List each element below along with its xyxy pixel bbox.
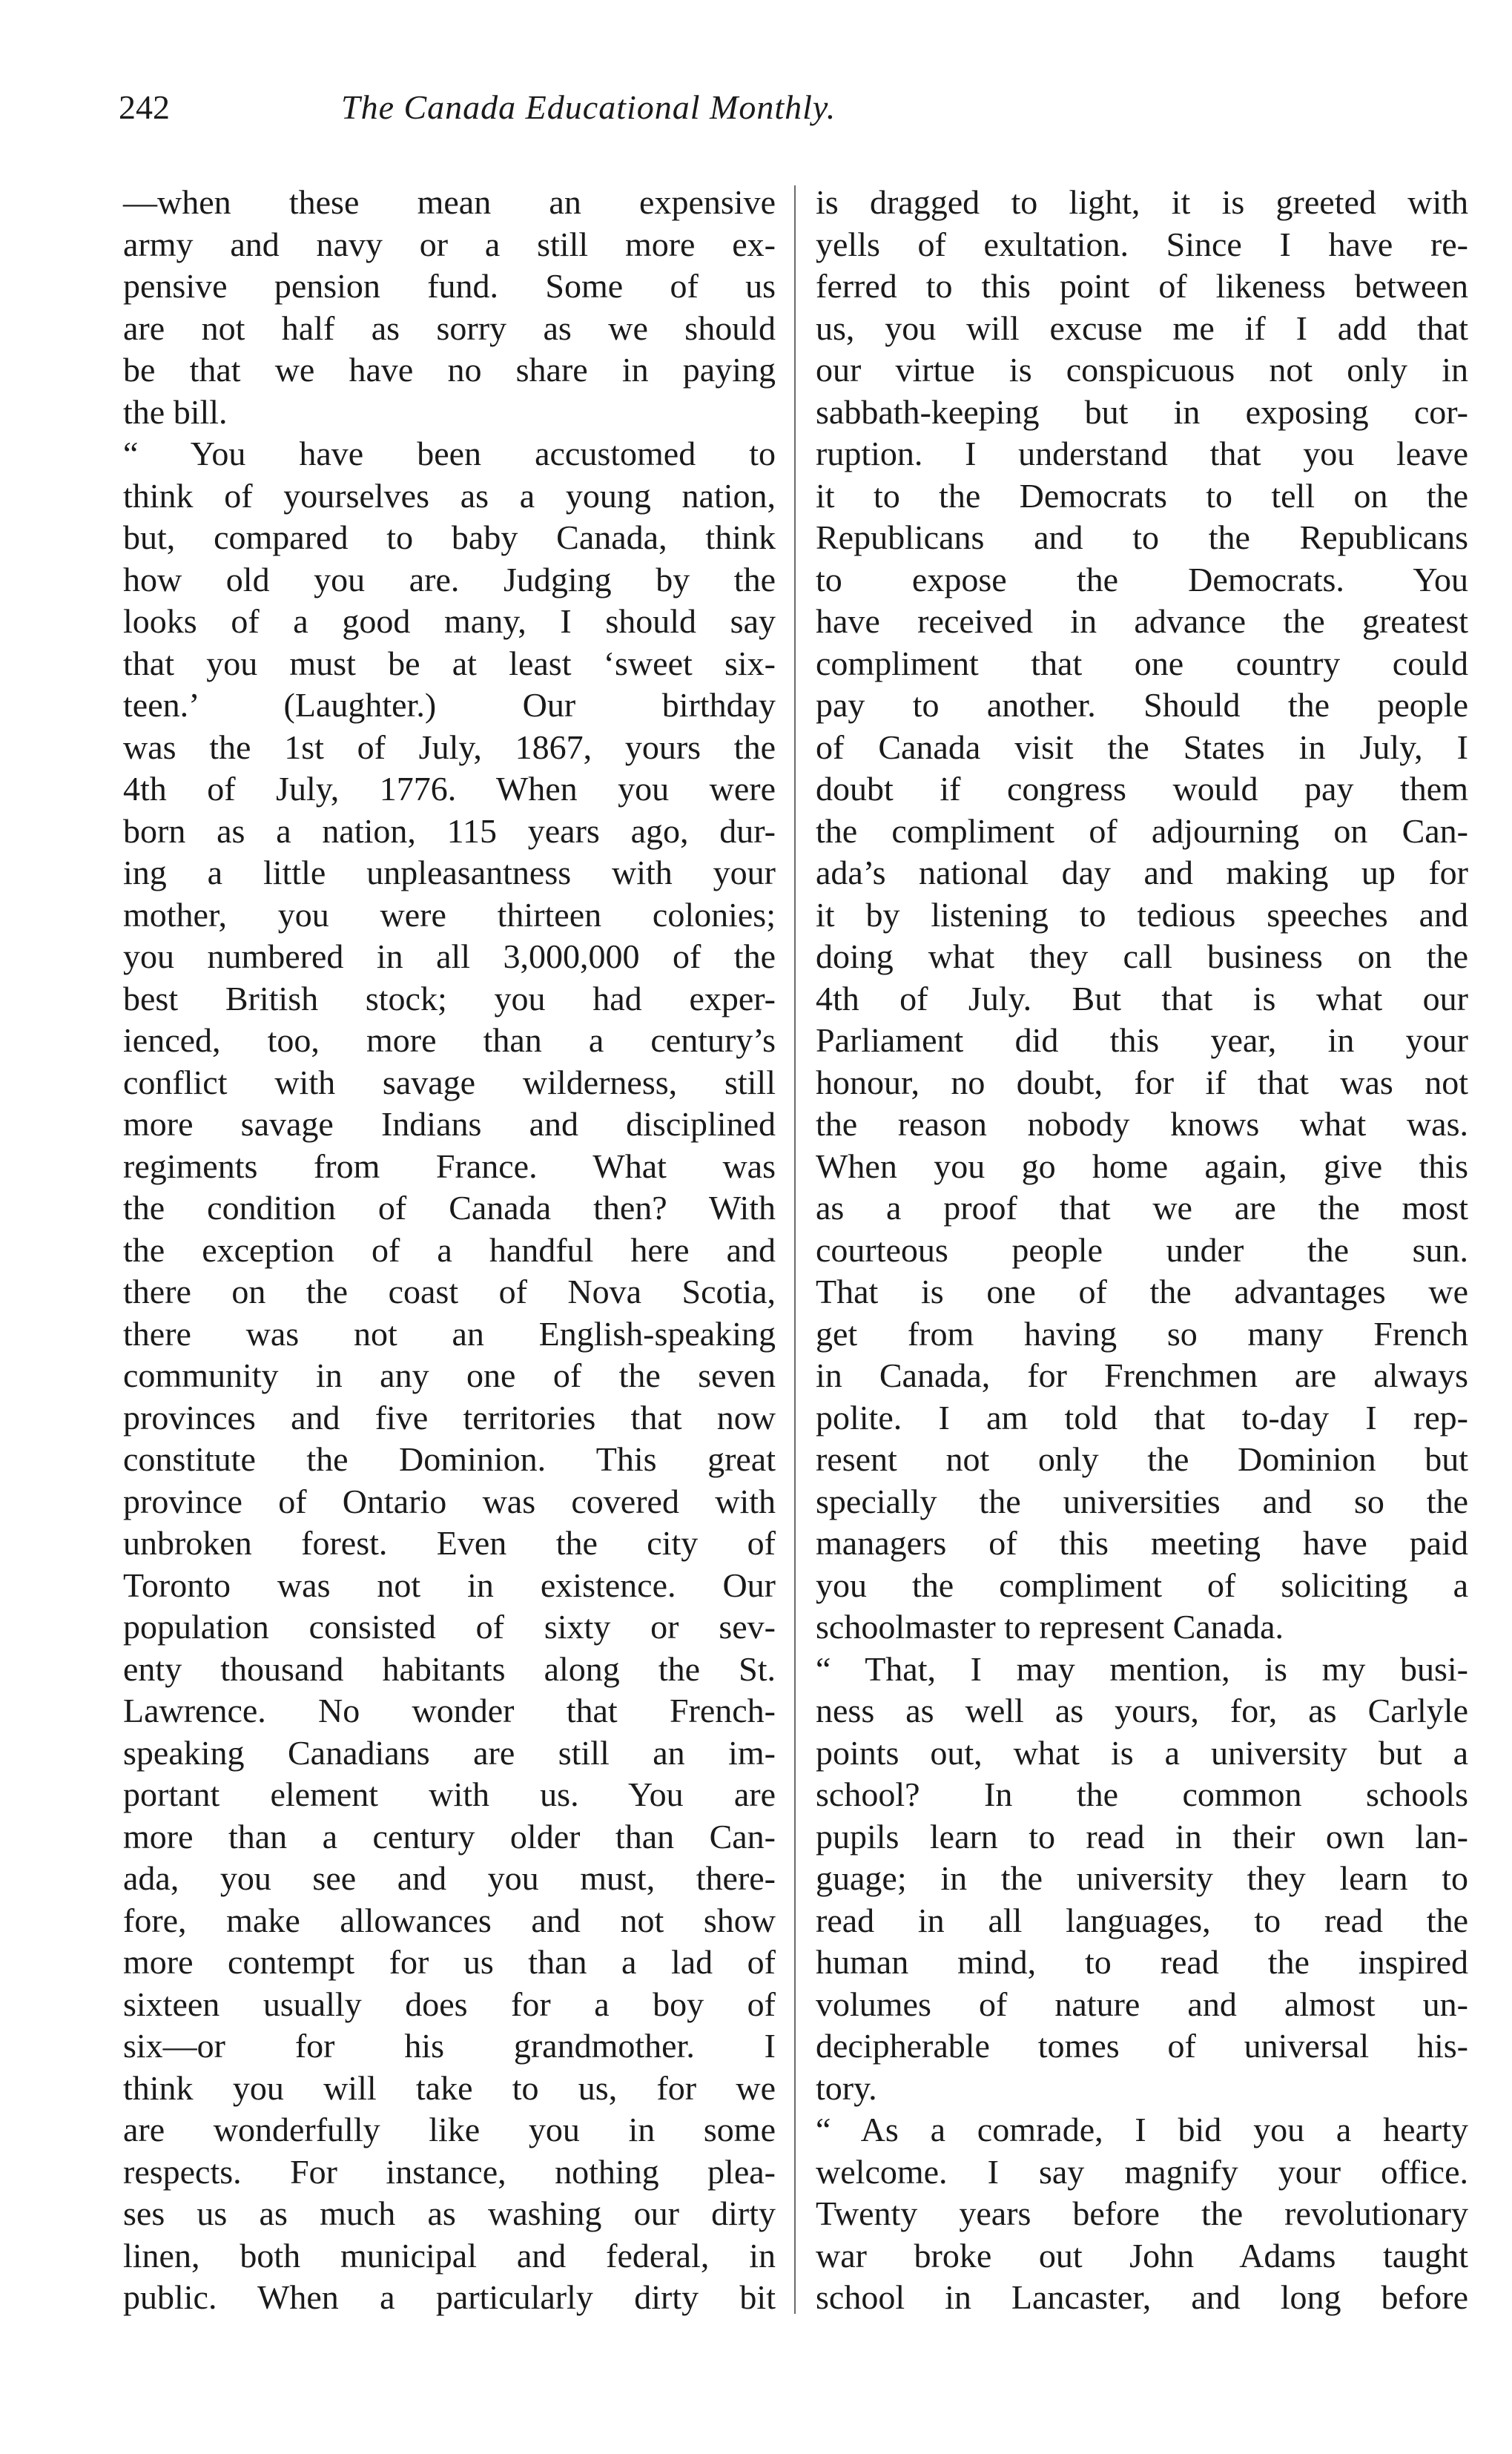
text-line: read in all languages, to read the [816, 1901, 1468, 1939]
text-line: the exception of a handful here and [123, 1230, 776, 1269]
right-text-column [816, 182, 1468, 2319]
text-line: pupils learn to read in their own lan- [816, 1817, 1468, 1856]
text-line: school? In the common schools [816, 1775, 1468, 1813]
text-line: army and navy or a still more ex- [123, 225, 776, 263]
text-line: Lawrence. No wonder that French- [123, 1692, 776, 1729]
text-line: Parliament did this year, in your [816, 1021, 1468, 1059]
text-line: it to the Democrats to tell on the [816, 476, 1468, 515]
text-line: best British stock; you had exper- [123, 979, 776, 1017]
text-line: more contempt for us than a lad of [123, 1943, 776, 1981]
text-line: that you must be at least ‘sweet six- [123, 644, 776, 682]
page-number: 242 [119, 88, 170, 126]
text-line: think you will take to us, for we [123, 2068, 776, 2107]
text-line: looks of a good many, I should say [123, 602, 776, 640]
text-line: polite. I am told that to-day I rep- [816, 1398, 1468, 1437]
text-line: the compliment of adjourning on Can- [816, 811, 1468, 850]
text-line: are wonderfully like you in some [123, 2111, 776, 2148]
text-line: it by listening to tedious speeches and [816, 895, 1468, 934]
text-line: the bill. [123, 392, 228, 431]
text-line: community in any one of the seven [123, 1356, 776, 1394]
text-line: conflict with savage wilderness, still [123, 1063, 776, 1101]
text-line: born as a nation, 115 years ago, dur- [123, 811, 776, 850]
text-line: welcome. I say magnify your office. [816, 2152, 1468, 2191]
text-line: pensive pension fund. Some of us [123, 267, 776, 305]
text-line: ada’s national day and making up for [816, 854, 1468, 891]
text-line: linen, both municipal and federal, in [123, 2236, 776, 2275]
text-line: doubt if congress would pay them [816, 770, 1468, 808]
text-line: is dragged to light, it is greeted with [816, 183, 1468, 221]
text-line: fore, make allowances and not show [123, 1901, 776, 1939]
text-line: specially the universities and so the [816, 1482, 1468, 1520]
text-line: honour, no doubt, for if that was not [816, 1063, 1468, 1101]
text-line: sabbath-keeping but in exposing cor- [816, 392, 1468, 431]
text-line: six—or for his grandmother. I [123, 2027, 776, 2065]
text-line: human mind, to read the inspired [816, 1943, 1468, 1981]
text-line: yells of exultation. Since I have re- [816, 225, 1468, 263]
text-line: provinces and five territories that now [123, 1398, 776, 1437]
text-line: respects. For instance, nothing plea- [123, 2152, 776, 2191]
text-line: how old you are. Judging by the [123, 560, 776, 598]
text-line: us, you will excuse me if I add that [816, 309, 1468, 347]
text-line: Twenty years before the revolutionary [816, 2194, 1468, 2232]
text-line: population consisted of sixty or sev- [123, 1608, 776, 1646]
text-line: there was not an English-speaking [123, 1314, 776, 1353]
text-line: schoolmaster to represent Canada. [816, 1608, 1284, 1646]
text-line: are not half as sorry as we should [123, 309, 776, 347]
text-line: you the compliment of soliciting a [816, 1566, 1468, 1604]
text-line: be that we have no share in paying [123, 351, 776, 389]
text-line: regiments from France. What was [123, 1147, 776, 1185]
text-line: “ You have been accustomed to [123, 435, 776, 472]
text-line: school in Lancaster, and long before [816, 2278, 1468, 2316]
text-line: think of yourselves as a young nation, [123, 476, 776, 515]
text-line: pay to another. Should the people [816, 686, 1468, 724]
text-line: —when these mean an expensive [123, 183, 776, 221]
text-line: 4th of July, 1776. When you were [123, 770, 776, 808]
text-line: more than a century older than Can- [123, 1817, 776, 1856]
text-line: speaking Canadians are still an im- [123, 1733, 776, 1772]
text-line: courteous people under the sun. [816, 1230, 1468, 1269]
text-line: teen.’ (Laughter.) Our birthday [123, 686, 776, 724]
text-line: “ As a comrade, I bid you a hearty [816, 2111, 1468, 2148]
text-line: enty thousand habitants along the St. [123, 1649, 776, 1688]
text-line: as a proof that we are the most [816, 1189, 1468, 1227]
text-line: unbroken forest. Even the city of [123, 1524, 776, 1562]
text-line: the reason nobody knows what was. [816, 1105, 1468, 1143]
text-line: constitute the Dominion. This great [123, 1440, 776, 1478]
text-line: ada, you see and you must, there- [123, 1859, 776, 1897]
text-line: Toronto was not in existence. Our [123, 1566, 776, 1604]
text-line: 4th of July. But that is what our [816, 979, 1468, 1017]
text-line: of Canada visit the States in July, I [816, 728, 1468, 766]
text-line: get from having so many French [816, 1314, 1468, 1353]
text-line: was the 1st of July, 1867, yours the [123, 728, 776, 766]
text-line: in Canada, for Frenchmen are always [816, 1356, 1468, 1394]
text-line: province of Ontario was covered with [123, 1482, 776, 1520]
page-header [119, 88, 1453, 139]
text-line: When you go home again, give this [816, 1147, 1468, 1185]
text-line: ness as well as yours, for, as Carlyle [816, 1692, 1468, 1729]
text-line: portant element with us. You are [123, 1775, 776, 1813]
text-line: “ That, I may mention, is my busi- [816, 1649, 1468, 1688]
text-line: compliment that one country could [816, 644, 1468, 682]
text-line: tory. [816, 2068, 877, 2107]
text-line: Republicans and to the Republicans [816, 518, 1468, 556]
column-divider [794, 185, 796, 2314]
running-title: The Canada Educational Monthly. [341, 88, 836, 126]
text-line: ferred to this point of likeness between [816, 267, 1468, 305]
text-line: managers of this meeting have paid [816, 1524, 1468, 1562]
text-line: decipherable tomes of universal his- [816, 2027, 1468, 2065]
text-line: public. When a particularly dirty bit [123, 2278, 776, 2316]
text-line: ing a little unpleasantness with your [123, 854, 776, 891]
text-line: have received in advance the greatest [816, 602, 1468, 640]
text-line: the condition of Canada then? With [123, 1189, 776, 1227]
text-line: guage; in the university they learn to [816, 1859, 1468, 1897]
text-line: mother, you were thirteen colonies; [123, 895, 776, 934]
text-line: war broke out John Adams taught [816, 2236, 1468, 2275]
text-line: but, compared to baby Canada, think [123, 518, 776, 556]
text-line: you numbered in all 3,000,000 of the [123, 937, 776, 975]
text-line: points out, what is a university but a [816, 1733, 1468, 1772]
text-line: ruption. I understand that you leave [816, 435, 1468, 472]
text-line: ses us as much as washing our dirty [123, 2194, 776, 2232]
text-line: volumes of nature and almost un- [816, 1985, 1468, 2023]
text-line: more savage Indians and disciplined [123, 1105, 776, 1143]
text-line: That is one of the advantages we [816, 1273, 1468, 1310]
text-line: there on the coast of Nova Scotia, [123, 1273, 776, 1310]
text-line: resent not only the Dominion but [816, 1440, 1468, 1478]
text-line: to expose the Democrats. You [816, 560, 1468, 598]
text-line: our virtue is conspicuous not only in [816, 351, 1468, 389]
text-line: ienced, too, more than a century’s [123, 1021, 776, 1059]
text-line: sixteen usually does for a boy of [123, 1985, 776, 2023]
text-line: doing what they call business on the [816, 937, 1468, 975]
left-text-column [123, 182, 776, 2319]
